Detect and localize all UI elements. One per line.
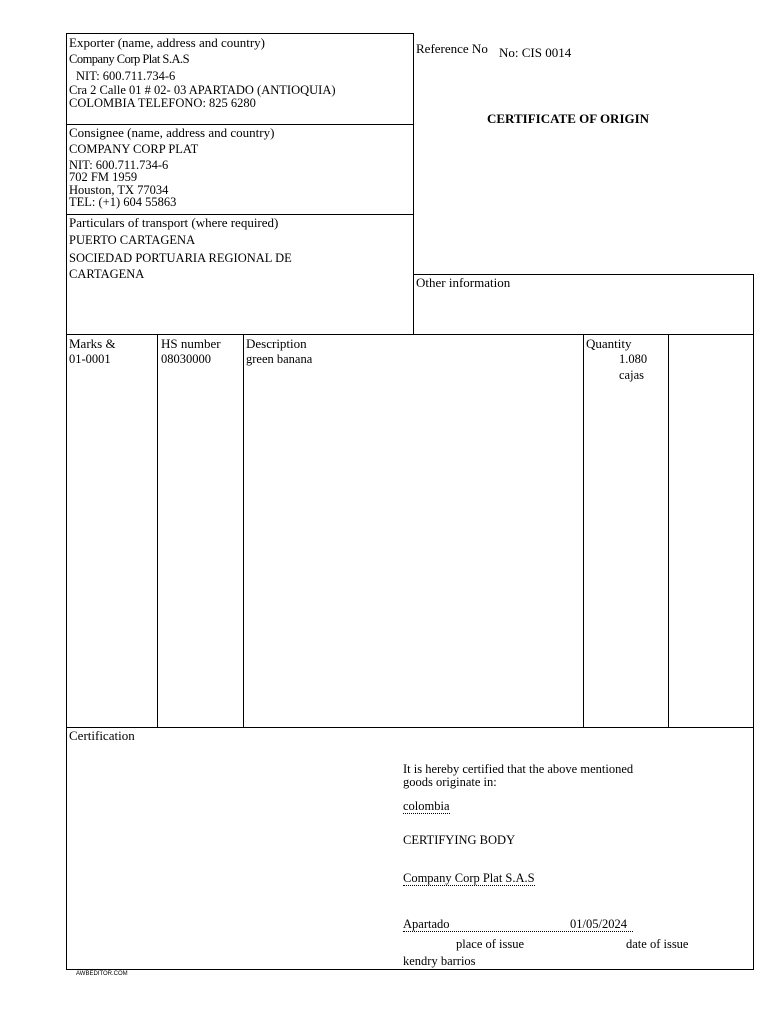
row-quantity: 1.080 — [619, 352, 648, 366]
exporter-label: Exporter (name, address and country) — [69, 35, 266, 50]
certifying-body-name: Company Corp Plat S.A.S — [403, 871, 535, 885]
transport-line-2: SOCIEDAD PORTUARIA REGIONAL DE — [69, 251, 292, 265]
transport-label: Particulars of transport (where required) — [69, 215, 279, 230]
goods-col-divider-2 — [243, 334, 244, 728]
reference-number: No: CIS 0014 — [499, 45, 572, 60]
consignee-address-1: 702 FM 1959 — [69, 170, 138, 184]
origin-country: colombia — [403, 799, 450, 813]
row-description: green banana — [246, 352, 313, 366]
goods-col-divider-3 — [583, 334, 584, 728]
goods-col-divider-4 — [668, 334, 669, 728]
place-of-issue-label: place of issue — [456, 937, 525, 951]
signatory-name: kendry barrios — [403, 954, 476, 968]
footer-watermark: AWBEDITOR.COM — [76, 971, 128, 977]
date-of-issue-label: date of issue — [626, 937, 689, 951]
date-of-issue-value: 01/05/2024 — [570, 917, 627, 931]
exporter-name: Company Corp Plat S.A.S — [69, 52, 190, 66]
issue-dotted-line — [403, 931, 633, 932]
transport-line-1: PUERTO CARTAGENA — [69, 233, 196, 247]
goods-table-box — [66, 334, 754, 728]
place-of-issue-value: Apartado — [403, 917, 450, 931]
consignee-label: Consignee (name, address and country) — [69, 125, 275, 140]
marks-header: Marks & — [69, 336, 116, 351]
consignee-phone: TEL: (+1) 604 55863 — [69, 195, 177, 209]
exporter-phone: COLOMBIA TELEFONO: 825 6280 — [69, 96, 256, 110]
consignee-address-2: Houston, TX 77034 — [69, 183, 169, 197]
row-hs-number: 08030000 — [161, 352, 211, 366]
quantity-header: Quantity — [586, 336, 632, 351]
exporter-address: Cra 2 Calle 01 # 02- 03 APARTADO (ANTIOQUIA) — [69, 83, 336, 97]
certifying-body-label: CERTIFYING BODY — [403, 833, 516, 847]
exporter-nit: NIT: 600.711.734-6 — [76, 69, 176, 83]
transport-line-3: CARTAGENA — [69, 267, 145, 281]
other-information-label: Other information — [416, 275, 511, 290]
description-header: Description — [246, 336, 307, 351]
certification-statement-1: It is hereby certified that the above mentioned — [403, 762, 634, 776]
certification-label: Certification — [69, 728, 135, 743]
consignee-name: COMPANY CORP PLAT — [69, 142, 199, 156]
goods-col-divider-1 — [157, 334, 158, 728]
hs-number-header: HS number — [161, 336, 221, 351]
row-quantity-unit: cajas — [619, 368, 644, 382]
certification-statement-2: goods originate in: — [403, 775, 497, 789]
consignee-nit: NIT: 600.711.734-6 — [69, 158, 169, 172]
row-marks: 01-0001 — [69, 352, 111, 366]
document-title: CERTIFICATE OF ORIGIN — [487, 111, 650, 126]
reference-label: Reference No — [416, 41, 488, 56]
